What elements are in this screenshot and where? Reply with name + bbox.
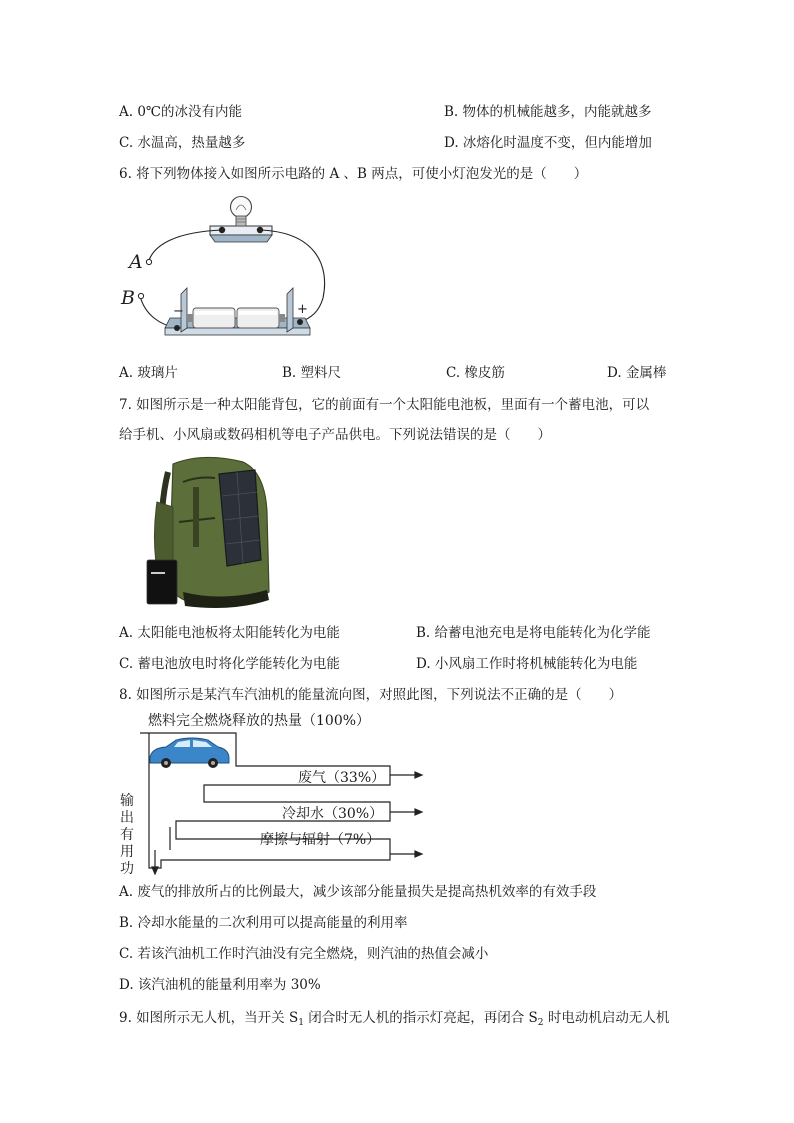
bulb-icon [231,197,252,227]
q9-stem: 9. 如图所示无人机，当开关 $S_1$ 闭合时无人机的指示灯亮起，再闭合 $S_2$ 时电动机启动无人机 [119,1010,670,1028]
q6-option-c: C. 橡皮筋 [446,365,505,381]
q7-stem-line1: 7. 如图所示是一种太阳能背包，它的前面有一个太阳能电池板，里面有一个蓄电池，可以 [119,397,650,413]
total-heat-label: 燃料完全燃烧释放的热量（100%） [148,713,371,729]
q7-option-b: B. 给蓄电池充电是将电能转化为化学能 [416,625,651,641]
solar-backpack-image [143,452,278,612]
svg-text:用: 用 [120,844,134,860]
circuit-diagram [115,190,340,350]
friction-radiation-label: 摩擦与辐射（7%） [260,832,381,848]
svg-text:有: 有 [120,827,134,843]
q5-option-d: D. 冰熔化时温度不变，但内能增加 [444,135,652,151]
cooling-water-label: 冷却水（30%） [282,806,384,822]
terminal-b-label: B [121,287,135,309]
q6-option-a: A. 玻璃片 [119,365,178,381]
q8-option-d: D. 该汽油机的能量利用率为 30% [119,977,321,993]
svg-text:功: 功 [120,861,134,875]
svg-text:出: 出 [120,810,134,826]
car-icon [150,738,229,768]
power-bank-icon [147,560,177,604]
q5-option-c: C. 水温高，热量越多 [119,135,246,151]
q5-option-b: B. 物体的机械能越多，内能就越多 [444,104,652,120]
q8-option-b: B. 冷却水能量的二次利用可以提高能量的利用率 [119,915,408,931]
battery-plus-label: + [297,302,308,317]
q7-option-d: D. 小风扇工作时将机械能转化为电能 [416,656,638,672]
terminal-a-label: A [129,251,143,273]
q6-stem: 6. 将下列物体接入如图所示电路的 A 、B 两点，可使小灯泡发光的是（ ） [119,166,588,182]
q6-option-b: B. 塑料尺 [282,365,342,381]
q8-option-a: A. 废气的排放所占的比例最大，减少该部分能量损失是提高热机效率的有效手段 [119,884,597,900]
q6-option-d: D. 金属棒 [607,365,667,381]
q5-option-a: A. 0℃的冰没有内能 [119,104,243,120]
q8-stem: 8. 如图所示是某汽车汽油机的能量流向图，对照此图，下列说法不正确的是（ ） [119,687,623,703]
q7-stem-line2: 给手机、小风扇或数码相机等电子产品供电。下列说法错误的是（ ） [119,427,551,443]
q7-option-a: A. 太阳能电池板将太阳能转化为电能 [119,625,340,641]
battery-minus-label: − [173,304,184,319]
q8-option-c: C. 若该汽油机工作时汽油没有完全燃烧，则汽油的热值会减小 [119,946,489,962]
solar-panel-icon [219,470,261,566]
exhaust-label: 废气（33%） [298,770,386,786]
q7-option-c: C. 蓄电池放电时将化学能转化为电能 [119,656,340,672]
useful-work-label [120,793,134,875]
svg-text:输: 输 [120,793,134,809]
energy-flow-diagram [110,705,440,875]
lamp-holder [210,226,272,242]
